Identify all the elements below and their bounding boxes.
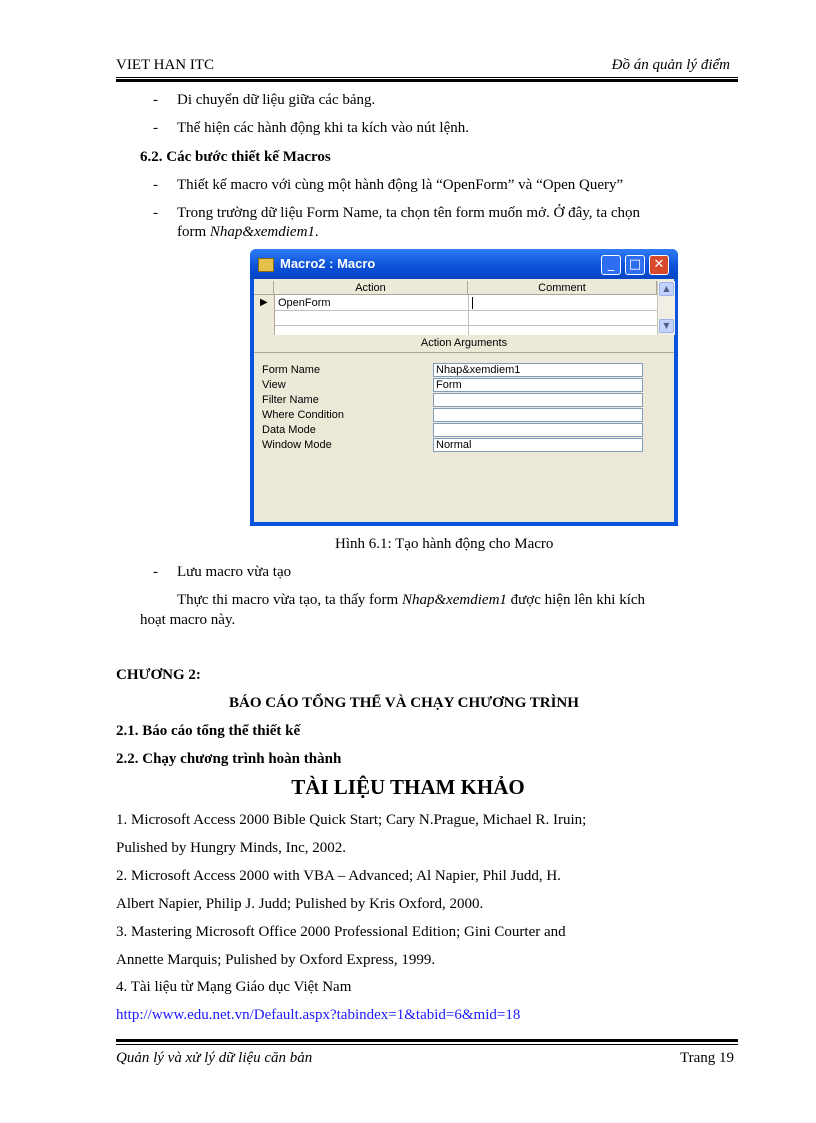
grid-line (468, 295, 469, 335)
reference-line: Pulished by Hungry Minds, Inc, 2002. (116, 840, 346, 856)
bullet-dash: - (153, 177, 158, 193)
reference-line: 1. Microsoft Access 2000 Bible Quick Start; Cary N.Prague, Michael R. Iruin; (116, 812, 587, 828)
scroll-down-button[interactable]: ▼ (659, 319, 674, 333)
grid-line (254, 310, 657, 311)
current-row-icon: ▶ (260, 297, 268, 308)
bullet-dash: - (153, 120, 158, 136)
macro-grid (254, 281, 674, 335)
column-header-action[interactable]: Action (274, 281, 468, 295)
maximize-button[interactable]: □ (625, 255, 645, 275)
reference-link[interactable] (116, 1007, 520, 1024)
window-title: Macro2 : Macro (280, 256, 376, 271)
header-left: VIET HAN ITC (116, 57, 215, 73)
reference-line: Albert Napier, Philip J. Judd; Pulished by Kris Oxford, 2000. (116, 896, 484, 912)
arg-label-data-mode: Data Mode (262, 424, 316, 436)
grid-scrollbar[interactable] (657, 281, 675, 335)
bullet-text: Trong trường dữ liệu Form Name, ta chọn tên form muốn mở. Ở đây, ta chọn (177, 205, 641, 221)
bullet-dash: - (153, 92, 158, 108)
chapter-label: CHƯƠNG 2: (116, 667, 201, 683)
text-cursor (472, 297, 473, 309)
bullet-text: Di chuyển dữ liệu giữa các bảng. (177, 92, 376, 108)
figure-caption: Hình 6.1: Tạo hành động cho Macro (335, 536, 554, 552)
reference-url[interactable]: http://www.edu.net.vn/Default.aspx?tabindex=1&tabid=6&mid=18 (116, 1007, 521, 1023)
arg-label-filter-name: Filter Name (262, 394, 319, 406)
arg-field-data-mode[interactable] (433, 423, 643, 437)
reference-line: Annette Marquis; Pulished by Oxford Express, 1999. (116, 952, 436, 968)
bullet-text: Lưu macro vừa tạo (177, 564, 292, 580)
reference-line: 2. Microsoft Access 2000 with VBA – Advanced; Al Napier, Phil Judd, H. (116, 868, 561, 884)
arg-field-where-condition[interactable] (433, 408, 643, 422)
arg-field-view[interactable]: Form (433, 378, 643, 392)
bullet-dash: - (153, 564, 158, 580)
chapter-title: BÁO CÁO TỔNG THỂ VÀ CHẠY CHƯƠNG TRÌNH (229, 695, 579, 711)
header-rule-thick (116, 79, 738, 82)
arg-field-window-mode[interactable]: Normal (433, 438, 643, 452)
bullet-text: Thiết kế macro với cùng một hành động là “OpenForm” và “Open Query” (177, 177, 624, 193)
grid-line (254, 325, 657, 326)
arg-label-window-mode: Window Mode (262, 439, 332, 451)
macro-icon (258, 258, 274, 272)
header-rule-thin (116, 77, 738, 78)
action-arguments-title: Action Arguments (420, 337, 508, 349)
footer-right: Trang 19 (679, 1050, 734, 1066)
arg-field-filter-name[interactable] (433, 393, 643, 407)
reference-line: 3. Mastering Microsoft Office 2000 Professional Edition; Gini Courter and (116, 924, 566, 940)
arg-field-form-name[interactable]: Nhap&xemdiem1 (433, 363, 643, 377)
macro-window (250, 249, 678, 526)
arg-label-where-condition: Where Condition (262, 409, 344, 421)
divider (254, 352, 674, 353)
footer-rule-thick (116, 1039, 738, 1042)
reference-line: 4. Tài liệu từ Mạng Giáo dục Việt Nam (116, 979, 352, 995)
section-2-2: 2.2. Chạy chương trình hoàn thành (116, 751, 342, 767)
bullet-text-cont: form Nhap&xemdiem1. (177, 224, 319, 240)
references-heading: TÀI LIỆU THAM KHẢO (291, 775, 525, 799)
arg-label-form-name: Form Name (262, 364, 321, 376)
scroll-up-button[interactable]: ▲ (659, 282, 674, 296)
section-2-1: 2.1. Báo cáo tổng thể thiết kế (116, 723, 301, 739)
paragraph-line: hoạt macro này. (140, 612, 236, 628)
section-heading-6-2: 6.2. Các bước thiết kế Macros (140, 149, 331, 165)
header-right: Đồ án quản lý điểm (611, 57, 730, 73)
action-cell[interactable]: OpenForm (278, 297, 331, 309)
arg-label-view: View (262, 379, 286, 391)
close-button[interactable]: ✕ (649, 255, 669, 275)
column-header-comment[interactable]: Comment (468, 281, 657, 295)
window-body (254, 279, 674, 522)
row-selector-header (254, 281, 274, 295)
paragraph-line: Thực thi macro vừa tạo, ta thấy form Nhap&xemdiem1 được hiện lên khi kích (177, 592, 646, 608)
bullet-text: Thể hiện các hành động khi ta kích vào nút lệnh. (177, 120, 469, 136)
window-titlebar[interactable] (250, 249, 678, 279)
bullet-dash: - (153, 205, 158, 221)
footer-rule-thin (116, 1044, 738, 1045)
minimize-button[interactable]: _ (601, 255, 621, 275)
footer-left: Quản lý và xử lý dữ liệu căn bản (116, 1050, 313, 1066)
